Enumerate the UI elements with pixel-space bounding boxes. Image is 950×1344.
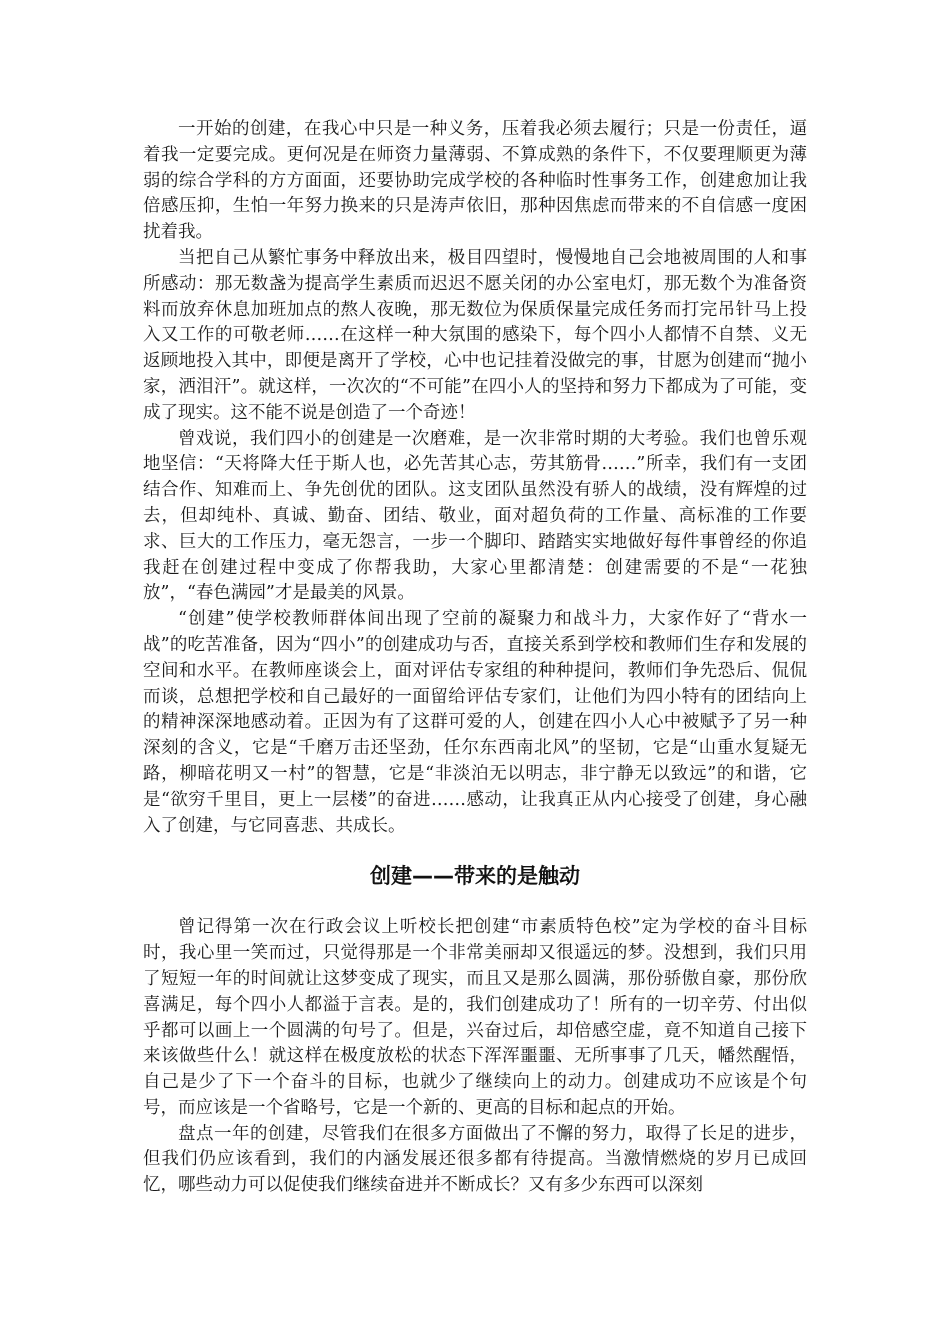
paragraph-2: 当把自己从繁忙事务中释放出来，极目四望时，慢慢地自己会地被周围的人和事所感动：那无数盏为提高学生素质而迟迟不愿关闭的办公室电灯，那无数个为准备资料而放弃休息加班加点的熬人夜晚，那无数位为保质保量完成任务而打完吊针马上投入又工作的可敬老师……在这样一种大氛围的感染下，每个四小人都情不自禁、义无返顾地投入其中，即便是离开了学校，心中也记挂着没做完的事，甘愿为创建而“抛小家，洒泪汗”。就这样，一次次的“不可能”在四小人的坚持和努力下都成为了可能，变成了现实。这不能不说是创造了一个奇迹！ [143, 247, 807, 423]
paragraph-3: 曾戏说，我们四小的创建是一次磨难，是一次非常时期的大考验。我们也曾乐观地坚信：“天将降大任于斯人也，必先苦其心志，劳其筋骨……”所幸，我们有一支团结合作、知难而上、争先创优的团队。这支团队虽然没有骄人的战绩，没有辉煌的过去，但却纯朴、真诚、勤奋、团结、敬业，面对超负荷的工作量、高标准的工作要求、巨大的工作压力，毫无怨言，一步一个脚印、踏踏实实地做好每件事曾经的你追我赶在创建过程中变成了你帮我助，大家心里都清楚：创建需要的不是“一花独放”，“春色满园”才是最美的风景。 [143, 428, 807, 604]
paragraph-4: “创建”使学校教师群体间出现了空前的凝聚力和战斗力，大家作好了“背水一战”的吃苦准备，因为“四小”的创建成功与否，直接关系到学校和教师们生存和发展的空间和水平。在教师座谈会上，面对评估专家组的种种提问，教师们争先恐后、侃侃而谈，总想把学校和自己最好的一面留给评估专家们，让他们为四小特有的团结向上的精神深深地感动着。正因为有了这群可爱的人，创建在四小人心中被赋予了另一种深刻的含义，它是“千磨万击还坚劲，任尔东西南北风”的坚韧，它是“山重水复疑无路，柳暗花明又一村”的智慧，它是“非淡泊无以明志，非宁静无以致远”的和谐，它是“欲穷千里目，更上一层楼”的奋进……感动，让我真正从内心接受了创建，身心融入了创建，与它同喜悲、共成长。 [143, 609, 807, 836]
section-heading: 创建——带来的是触动 [370, 864, 580, 889]
paragraph-6: 盘点一年的创建，尽管我们在很多方面做出了不懈的努力，取得了长足的进步，但我们仍应该看到，我们的内涵发展还很多都有待提高。当激情燃烧的岁月已成回忆，哪些动力可以促使我们继续奋进并不断成长？又有多少东西可以深刻 [143, 1123, 807, 1196]
paragraph-1: 一开始的创建，在我心中只是一种义务，压着我必须去履行；只是一份责任，逼着我一定要完成。更何况是在师资力量薄弱、不算成熟的条件下，不仅要理顺更为薄弱的综合学科的方方面面，还要协助完成学校的各种临时性事务工作，创建愈加让我倍感压抑，生怕一年努力换来的只是涛声依旧，那种因焦虑而带来的不自信感一度困扰着我。 [143, 119, 807, 243]
document-body [143, 117, 807, 1199]
paragraph-5: 曾记得第一次在行政会议上听校长把创建“市素质特色校”定为学校的奋斗目标时，我心里一笑而过，只觉得那是一个非常美丽却又很遥远的梦。没想到，我们只用了短短一年的时间就让这梦变成了现实，而且又是那么圆满，那份骄傲自豪，那份欣喜满足，每个四小人都溢于言表。是的，我们创建成功了！所有的一切辛劳、付出似乎都可以画上一个圆满的句号了。但是，兴奋过后，却倍感空虚，竟不知道自己接下来该做些什么！就这样在极度放松的状态下浑浑噩噩、无所事事了几天，幡然醒悟，自己是少了下一个奋斗的目标，也就少了继续向上的动力。创建成功不应该是个句号，而应该是一个省略号，它是一个新的、更高的目标和起点的开始。 [143, 917, 807, 1118]
